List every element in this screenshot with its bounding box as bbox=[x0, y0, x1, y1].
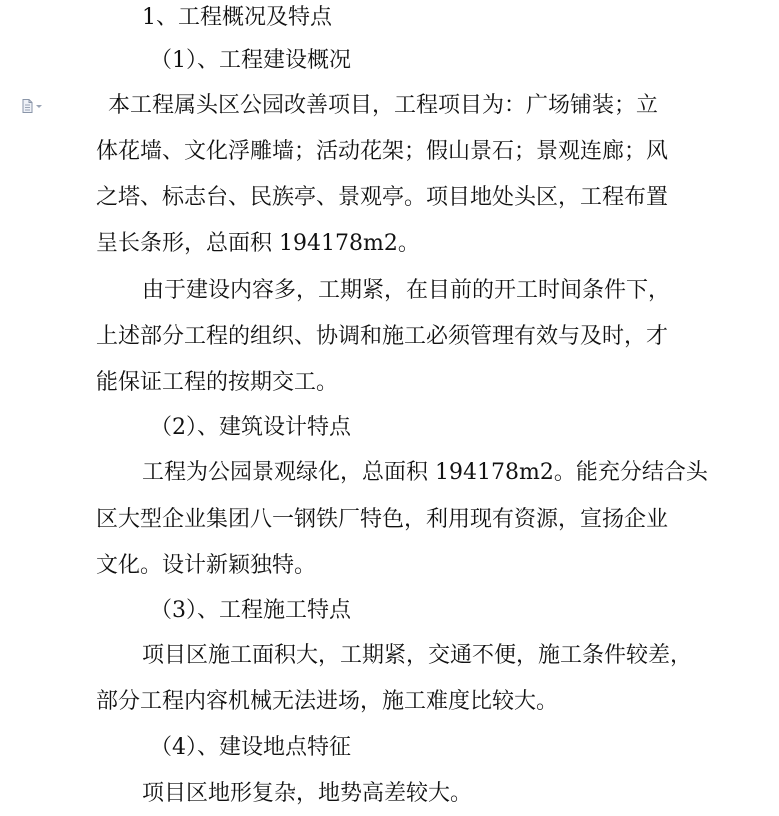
paragraph-line: 区大型企业集团八一钢铁厂特色，利用现有资源，宣扬企业 bbox=[96, 507, 669, 532]
subheading-construction-overview: （1）、工程建设概况 bbox=[150, 48, 351, 73]
document-page-icon[interactable] bbox=[22, 98, 54, 112]
document-page-icon-svg bbox=[22, 99, 54, 113]
paragraph-line: 呈长条形，总面积 194178m2。 bbox=[96, 231, 420, 256]
paragraph-line: 部分工程内容机械无法进场，施工难度比较大。 bbox=[96, 689, 559, 714]
paragraph-line: 体花墙、文化浮雕墙；活动花架；假山景石；景观连廊；风 bbox=[96, 139, 669, 164]
paragraph-line: 之塔、标志台、民族亭、景观亭。项目地处头区，工程布置 bbox=[96, 185, 669, 210]
paragraph-line: 项目区地形复杂，地势高差较大。 bbox=[142, 781, 473, 806]
paragraph-line: 上述部分工程的组织、协调和施工必须管理有效与及时，才 bbox=[96, 324, 669, 349]
subheading-site-features: （4）、建设地点特征 bbox=[150, 735, 351, 760]
subheading-construction-features: （3）、工程施工特点 bbox=[150, 598, 351, 623]
paragraph-line: 工程为公园景观绿化，总面积 194178m2。能充分结合头 bbox=[142, 460, 708, 485]
paragraph-line: 项目区施工面积大，工期紧，交通不便，施工条件较差， bbox=[142, 643, 693, 668]
paragraph-line: 由于建设内容多，工期紧，在目前的开工时间条件下， bbox=[142, 278, 671, 303]
paragraph-line: 能保证工程的按期交工。 bbox=[96, 370, 339, 395]
paragraph-line: 本工程属头区公园改善项目，工程项目为：广场铺装；立 bbox=[108, 93, 659, 118]
paragraph-line: 文化。设计新颖独特。 bbox=[96, 553, 317, 578]
subheading-architectural-design: （2）、建筑设计特点 bbox=[150, 415, 351, 440]
heading-section-1: 1、工程概况及特点 bbox=[142, 5, 332, 30]
